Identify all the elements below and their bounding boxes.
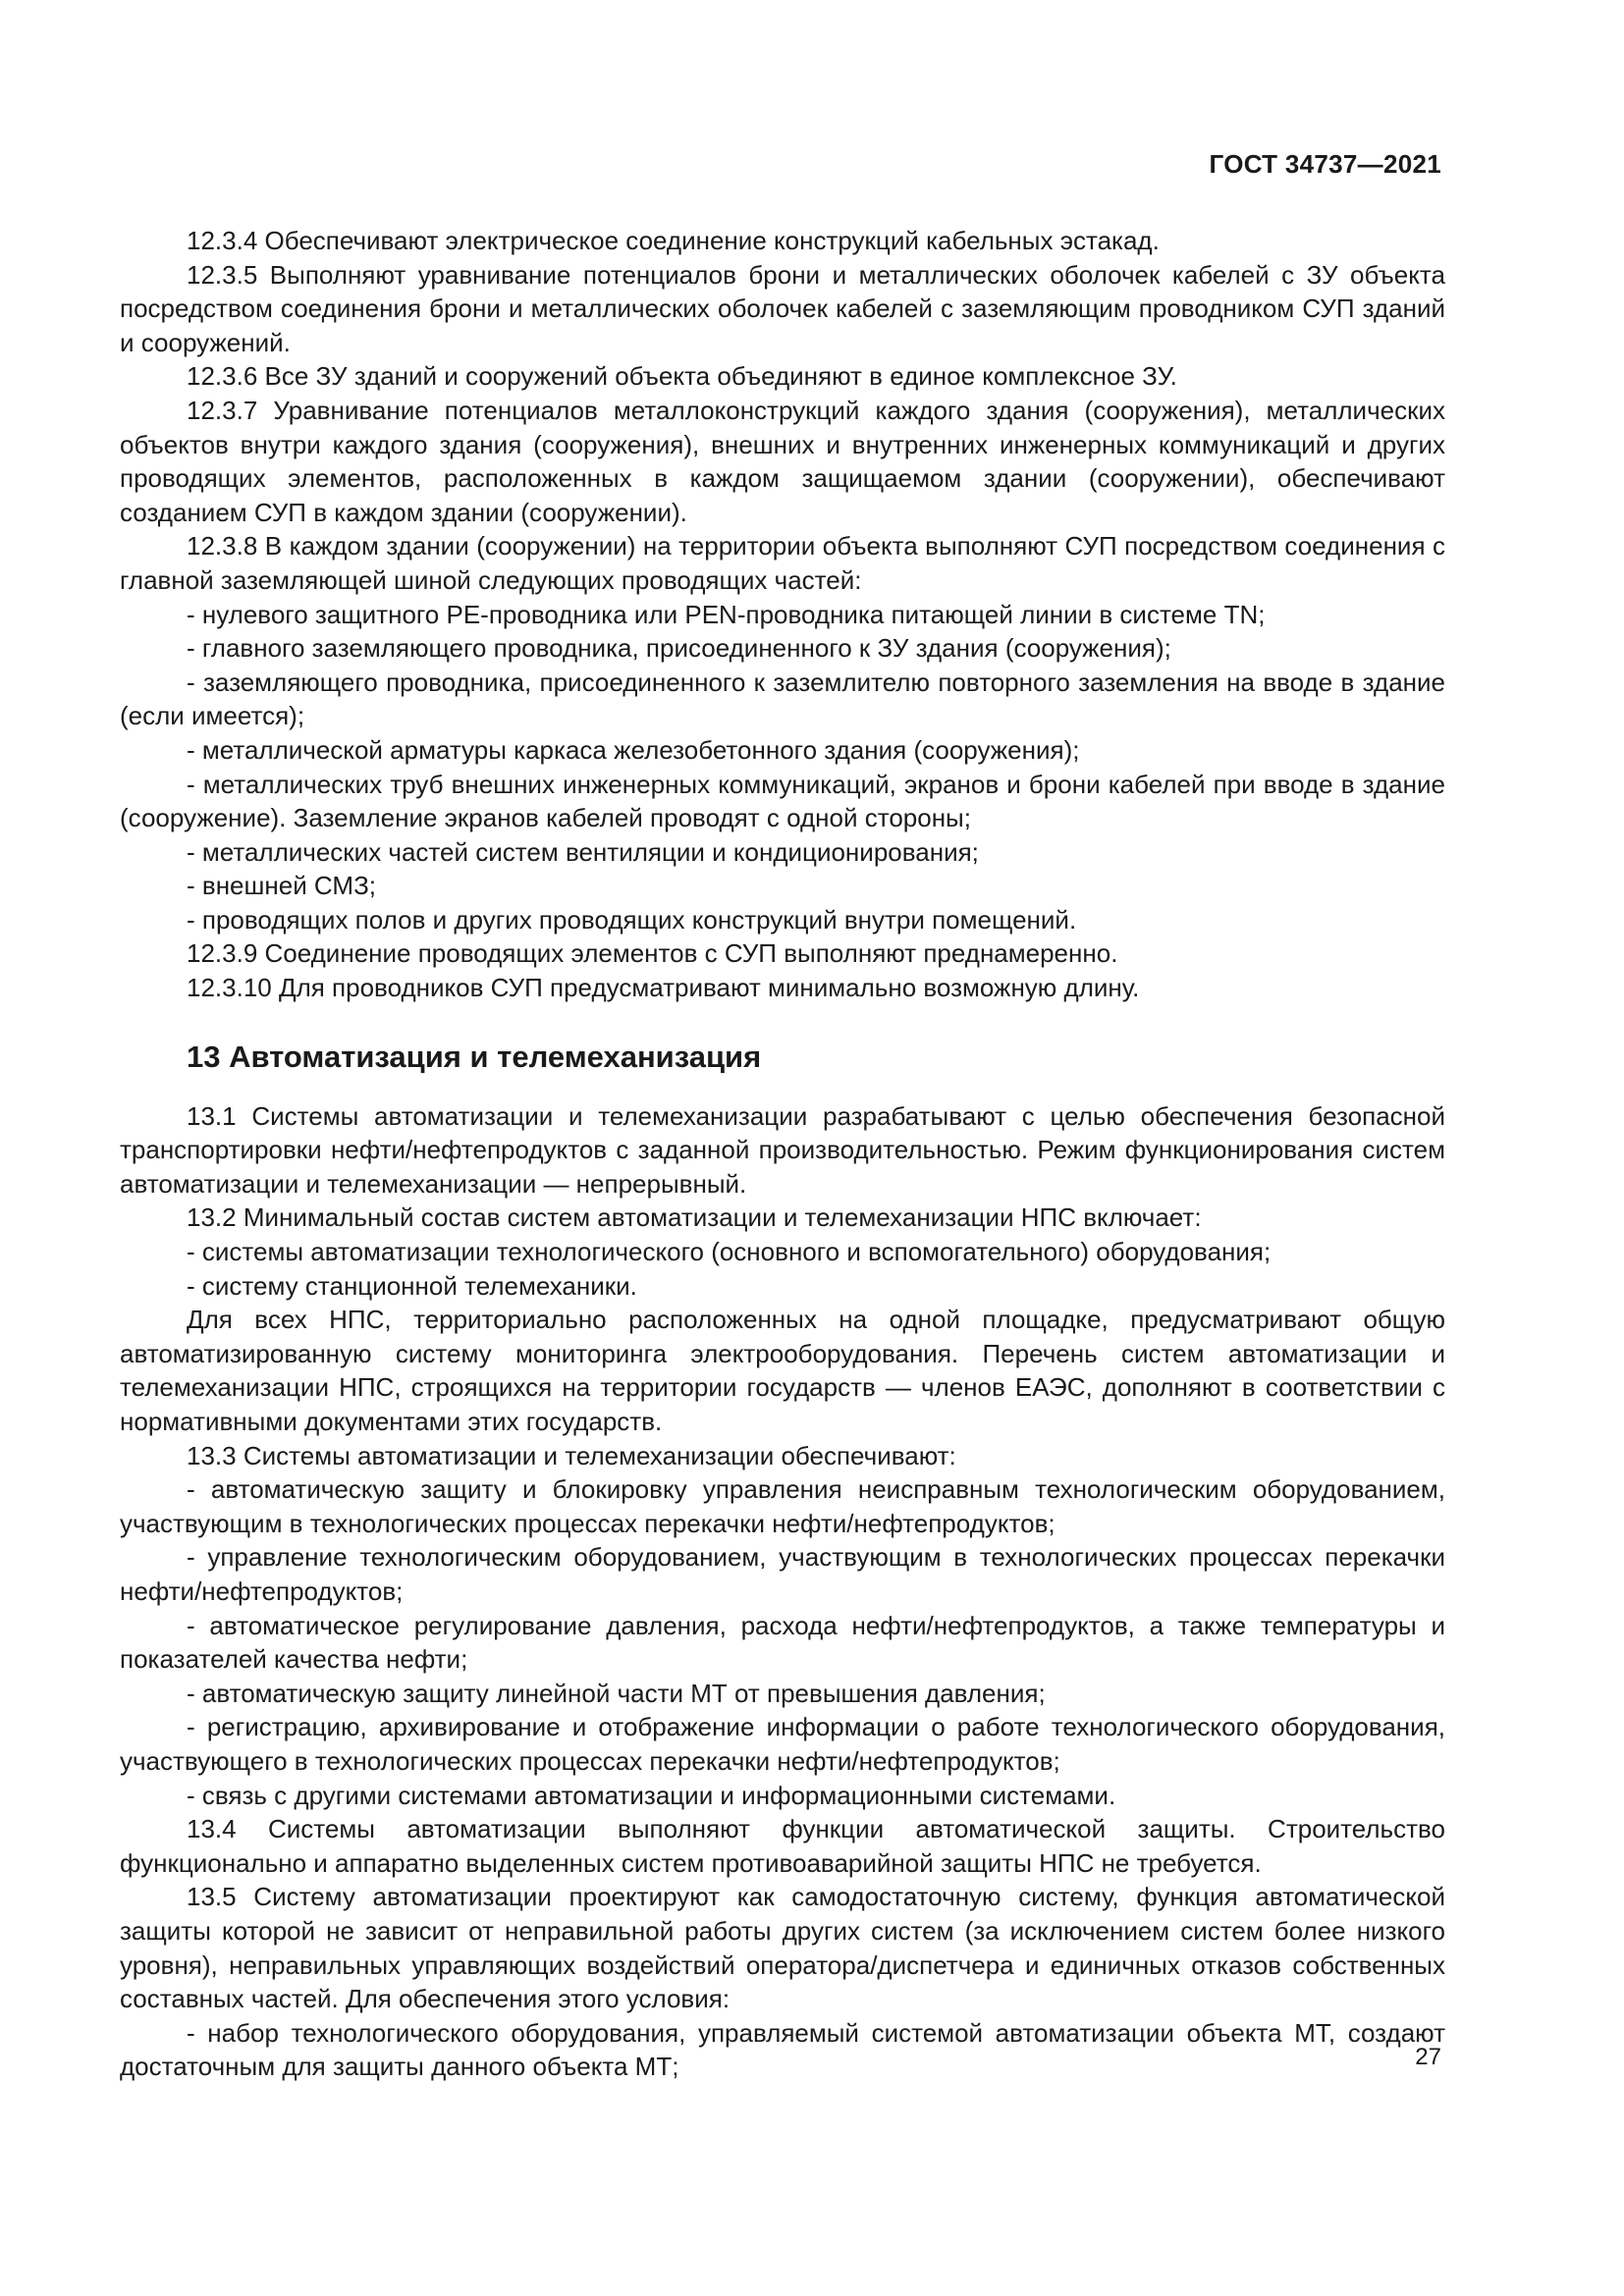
page-number: 27 [1415, 2044, 1441, 2070]
list-item: - заземляющего проводника, присоединенного к заземлителю повторного заземления на вводе в здание (если имеется); [120, 667, 1445, 731]
paragraph: Для всех НПС, территориально расположенных на одной площадке, предусматривают общую автоматизированную систему мониторинга электрооборудования. Перечень систем автоматизации и телемеханизации НПС, строящихся на территории государств — членов ЕАЭС, дополняют в соответствии с нормативными документами этих государств. [120, 1305, 1445, 1436]
list-item: - набор технологического оборудования, управляемый системой автоматизации объекта МТ, создают достаточным для защиты данного объекта МТ; [120, 2017, 1445, 2082]
list-item: - связь с другими системами автоматизации и информационными системами. [187, 1780, 1116, 1810]
paragraph-12-3-8: 12.3.8 В каждом здании (сооружении) на территории объекта выполняют СУП посредством соединения с главной заземляющей шиной следующих проводящих частей: [120, 531, 1445, 595]
list-item: - автоматическую защиту линейной части МТ от превышения давления; [187, 1678, 1046, 1708]
paragraph-13-5: 13.5 Систему автоматизации проектируют как самодостаточную систему, функция автоматической защиты которой не зависит от неправильной работы других систем (за исключением систем более низкого уровня), неправильных управляющих воздействий оператора/диспетчера и единичных отказов собственных составных частей. Для обеспечения этого условия: [120, 1882, 1445, 2014]
paragraph-13-3: 13.3 Системы автоматизации и телемеханизации обеспечивают: [187, 1440, 956, 1470]
list-item: - нулевого защитного PE-проводника или PEN-проводника питающей линии в системе TN; [187, 599, 1266, 629]
list-item: - металлических труб внешних инженерных коммуникаций, экранов и брони кабелей при вводе в здание (сооружение). Заземление экранов кабелей проводят с одной стороны; [120, 769, 1445, 833]
document-number: ГОСТ 34737—2021 [1209, 149, 1441, 179]
paragraph-12-3-10: 12.3.10 Для проводников СУП предусматривают минимально возможную длину. [187, 973, 1140, 1003]
document-body [120, 224, 1445, 2084]
paragraph-12-3-7: 12.3.7 Уравнивание потенциалов металлоконструкций каждого здания (сооружения), металлических объектов внутри каждого здания (сооружения), внешних и внутренних инженерных коммуникаций и других проводящих элементов, расположенных в каждом защищаемом здании (сооружении), обеспечивают созданием СУП в каждом здании (сооружении). [120, 395, 1445, 527]
list-item: - проводящих полов и других проводящих конструкций внутри помещений. [187, 904, 1077, 934]
paragraph-12-3-4: 12.3.4 Обеспечивают электрическое соединение конструкций кабельных эстакад. [187, 226, 1160, 255]
paragraph-13-1: 13.1 Системы автоматизации и телемеханизации разрабатывают с целью обеспечения безопасной транспортировки нефти/нефтепродуктов с заданной производительностью. Режим функционирования систем автоматизации и телемеханизации — непрерывный. [120, 1100, 1445, 1199]
list-item: - управление технологическим оборудованием, участвующим в технологических процессах перекачки нефти/нефтепродуктов; [120, 1542, 1445, 1606]
list-item: - автоматическую защиту и блокировку управления неисправным технологическим оборудованием, участвующим в технологических процессах перекачки нефти/нефтепродуктов; [120, 1474, 1445, 1538]
list-item: - автоматическое регулирование давления, расхода нефти/нефтепродуктов, а также температуры и показателей качества нефти; [120, 1610, 1445, 1675]
list-item: - металлической арматуры каркаса железобетонного здания (сооружения); [187, 734, 1080, 765]
list-item: - систему станционной телемеханики. [187, 1270, 637, 1301]
list-item: - системы автоматизации технологического (основного и вспомогательного) оборудования; [187, 1237, 1272, 1267]
paragraph-13-4: 13.4 Системы автоматизации выполняют функции автоматической защиты. Строительство функционально и аппаратно выделенных систем противоаварийной защиты НПС не требуется. [120, 1814, 1445, 1878]
list-item: - внешней СМЗ; [187, 871, 377, 901]
paragraph-12-3-9: 12.3.9 Соединение проводящих элементов с СУП выполняют преднамеренно. [187, 938, 1118, 969]
section-heading: 13 Автоматизация и телемеханизация [187, 1039, 762, 1074]
list-item: - регистрацию, архивирование и отображение информации о работе технологического оборудования, участвующего в технологических процессах перекачки нефти/нефтепродуктов; [120, 1712, 1445, 1776]
list-item: - металлических частей систем вентиляции и кондиционирования; [187, 836, 979, 867]
list-item: - главного заземляющего проводника, присоединенного к ЗУ здания (сооружения); [187, 633, 1171, 664]
paragraph-12-3-6: 12.3.6 Все ЗУ зданий и сооружений объекта объединяют в единое комплексное ЗУ. [187, 361, 1177, 392]
paragraph-12-3-5: 12.3.5 Выполняют уравнивание потенциалов брони и металлических оболочек кабелей с ЗУ объекта посредством соединения брони и металлических оболочек кабелей с заземляющим проводником СУП зданий и сооружений. [120, 259, 1445, 357]
paragraph-13-2: 13.2 Минимальный состав систем автоматизации и телемеханизации НПС включает: [187, 1202, 1202, 1233]
